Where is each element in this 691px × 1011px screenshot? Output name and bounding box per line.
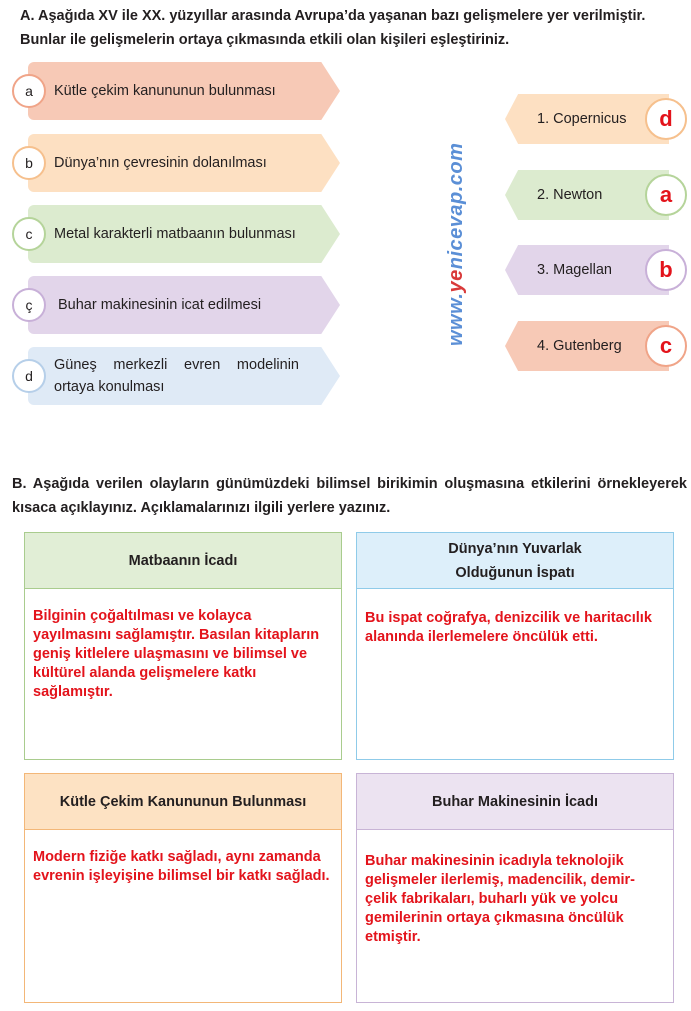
- box-round-earth-title: Dünya’nın Yuvarlak Olduğunun İspatı: [357, 533, 673, 589]
- person-magellan-answer: b: [645, 249, 687, 291]
- event-cc: [12, 276, 342, 336]
- box-gravity-title: Kütle Çekim Kanununun Bulunması: [25, 774, 341, 830]
- event-a: [12, 62, 342, 122]
- box-printing-answer: Bilginin çoğaltılması ve kolayca yayılmasını sağlamıştır. Basılan kitapların geniş kitlelere ulaşmasını ve bilimsel ve kültürel alanda gelişmelere katkı sağlamıştır.: [33, 608, 320, 700]
- box-gravity: [24, 773, 342, 1003]
- event-cc-letter: ç: [12, 288, 46, 322]
- person-gutenberg: [505, 321, 687, 373]
- event-b: [12, 134, 342, 194]
- box-printing: [24, 532, 342, 760]
- event-b-text: Dünya’nın çevresinin dolanılması: [54, 155, 267, 171]
- box-round-earth-answer: Bu ispat coğrafya, denizcilik ve haritacılık alanında ilerlemelere öncülük etti.: [365, 610, 652, 645]
- person-magellan-name: 3. Magellan: [537, 262, 612, 278]
- section-a-heading: A. Aşağıda XV ile XX. yüzyıllar arasında Avrupa’da yaşanan bazı gelişmelere yer verilmiştir. Bunlar ile gelişmelerin ortaya çıkmasında etkili olan kişileri eşleştiriniz.: [20, 8, 646, 48]
- event-c-text: Metal karakterli matbaanın bulunması: [54, 226, 296, 242]
- event-b-letter: b: [12, 146, 46, 180]
- person-newton: [505, 170, 687, 222]
- box-gravity-answer: Modern fiziğe katkı sağladı, aynı zamanda evrenin işleyişine bilimsel bir katkı sağladı.: [33, 849, 330, 884]
- box-printing-title: Matbaanın İcadı: [25, 533, 341, 589]
- event-d-letter: d: [12, 359, 46, 393]
- person-copernicus-answer: d: [645, 98, 687, 140]
- box-steam-engine: [356, 773, 674, 1003]
- person-copernicus-name: 1. Copernicus: [537, 111, 627, 127]
- event-c: [12, 205, 342, 265]
- event-a-text: Kütle çekim kanununun bulunması: [54, 83, 276, 99]
- box-round-earth: [356, 532, 674, 760]
- person-gutenberg-answer: c: [645, 325, 687, 367]
- box-steam-engine-title: Buhar Makinesinin İcadı: [357, 774, 673, 830]
- person-copernicus: [505, 94, 687, 146]
- box-steam-engine-answer: Buhar makinesinin icadıyla teknolojik gelişmeler ilerlemiş, madencilik, demir-çelik fabrikaları, buharlı yük ve yolcu gemilerinin ortaya çıkmasına öncülük etmiştir.: [365, 853, 635, 945]
- person-gutenberg-name: 4. Gutenberg: [537, 338, 622, 354]
- event-cc-text: Buhar makinesinin icat edilmesi: [58, 297, 262, 313]
- person-magellan: [505, 245, 687, 297]
- event-c-letter: c: [12, 217, 46, 251]
- event-d-text: Güneş merkezli evren modelinin ortaya konulması: [54, 357, 299, 395]
- person-newton-name: 2. Newton: [537, 187, 603, 203]
- event-a-letter: a: [12, 74, 46, 108]
- person-newton-answer: a: [645, 174, 687, 216]
- watermark: www.yenicevap.com: [445, 142, 467, 346]
- section-b-heading: B. Aşağıda verilen olayların günümüzdeki bilimsel birikimin oluşmasına etkilerini örnekleyerek kısaca açıklayınız. Açıklamalarınızı ilgili yerlere yazınız.: [12, 476, 687, 516]
- event-d: [12, 347, 342, 407]
